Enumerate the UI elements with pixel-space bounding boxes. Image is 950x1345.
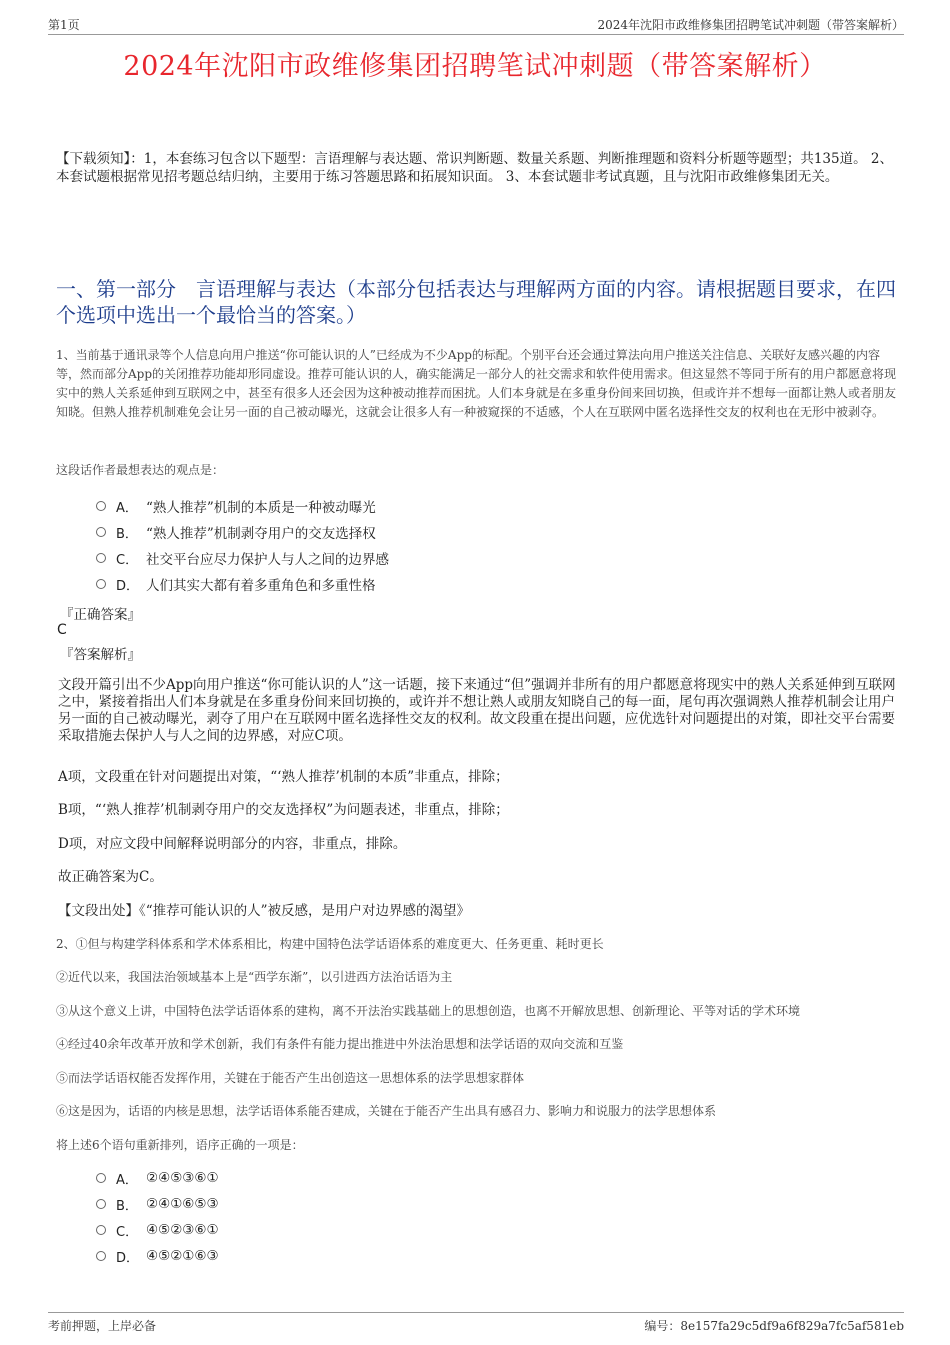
option-text: 社交平台应尽力保护人与人之间的边界感: [146, 552, 389, 568]
radio-icon[interactable]: [96, 527, 106, 537]
radio-icon[interactable]: [96, 1251, 106, 1261]
q2-line-4: ④经过40余年改革开放和学术创新，我们有条件有能力提出推进中外法治思想和法学话语的双向交流和互鉴: [56, 1037, 624, 1051]
q1-options: [96, 493, 796, 597]
radio-icon[interactable]: [96, 1225, 106, 1235]
analysis-conclusion: 故正确答案为C。: [58, 869, 163, 885]
download-notice: 【下载须知】：1，本套练习包含以下题型：言语理解与表达题、常识判断题、数量关系题、判断推理题和资料分析题等题型；共135道。 2、本套试题根据常见招考题总结归纳，主要用于练习答题思路和拓展知识面。 3、本套试题非考试真题，且与沈阳市政维修集团无关。: [56, 151, 893, 185]
q1-option-b[interactable]: B． “熟人推荐”机制剥夺用户的交友选择权: [96, 519, 796, 545]
page-header: [48, 14, 904, 35]
correct-answer: C: [57, 622, 67, 638]
q1-option-c[interactable]: C． 社交平台应尽力保护人与人之间的边界感: [96, 545, 796, 571]
section-title: 一、第一部分 言语理解与表达（本部分包括表达与理解两方面的内容。请根据题目要求，在四个选项中选出一个最恰当的答案。）: [56, 277, 896, 327]
q2-option-a[interactable]: A． ②④⑤③⑥①: [96, 1165, 796, 1191]
document-code: 编号：8e157fa29c5df9a6f829a7fc5af581eb: [644, 1319, 904, 1333]
radio-icon[interactable]: [96, 553, 106, 563]
q2-options: [96, 1165, 796, 1269]
analysis-d: D项，对应文段中间解释说明部分的内容，非重点，排除。: [58, 836, 407, 852]
q2-stem: 将上述6个语句重新排列，语序正确的一项是：: [56, 1138, 304, 1152]
q1-passage: 1、当前基于通讯录等个人信息向用户推送“你可能认识的人”已经成为不少App的标配。个别平台还会通过算法向用户推送关注信息、关联好友感兴趣的内容等，然而部分App的关闭推荐功能却形同虚设。推荐可能认识的人，确实能满足一部分人的社交需求和软件使用需求。但这显然不等同于所有的用户都愿意将现实中的熟人关系延伸到互联网之中，甚至有很多人还会因为这种被动推荐而困扰。人们本身就是在多重身份间来回切换，但或许并不想每一面都让熟人或者朋友知晓。但熟人推荐机制难免会让另一面的自己被动曝光，这就会让很多人有一种被窥探的不适感，个人在互联网中匿名选择性交友的权利也在无形中被剥夺。: [56, 348, 897, 419]
document-title: 2024年沈阳市政维修集团招聘笔试冲刺题（带答案解析）: [123, 51, 827, 82]
q1-option-d[interactable]: D． 人们其实大都有着多重角色和多重性格: [96, 571, 796, 597]
option-text: ④⑤②①⑥③: [146, 1248, 219, 1264]
q1-option-a[interactable]: A． “熟人推荐”机制的本质是一种被动曝光: [96, 493, 796, 519]
option-text: ②④①⑥⑤③: [146, 1196, 219, 1212]
q2-option-d[interactable]: D． ④⑤②①⑥③: [96, 1243, 796, 1269]
q2-line-3: ③从这个意义上讲，中国特色法学话语体系的建构，离不开法治实践基础上的思想创造，也离不开解放思想、创新理论、平等对话的学术环境: [56, 1004, 801, 1018]
analysis-b: B项，“‘熟人推荐’机制剥夺用户的交友选择权”为问题表述，非重点，排除；: [58, 802, 509, 818]
option-text: ④⑤②③⑥①: [146, 1222, 219, 1238]
analysis-text: 文段开篇引出不少App向用户推送“你可能认识的人”这一话题，接下来通过“但”强调并非所有的用户都愿意将现实中的熟人关系延伸到互联网之中，紧接着指出人们本身就是在多重身份间来回切换的，或许并不想让熟人或朋友知晓自己的每一面，尾句再次强调熟人推荐机制会让用户另一面的自己被动曝光，剥夺了用户在互联网中匿名选择性交友的权利。故文段重在提出问题，应优选针对问题提出的对策，即社交平台需要采取措施去保护人与人之间的边界感，对应C项。: [58, 677, 896, 744]
page-footer: [48, 1312, 904, 1333]
option-text: ②④⑤③⑥①: [146, 1170, 219, 1186]
q2-line-2: ②近代以来，我国法治领域基本上是“西学东渐”，以引进西方法治话语为主: [56, 970, 453, 984]
correct-answer-label: 『正确答案』: [60, 607, 141, 623]
q2-line-1: 2、①但与构建学科体系和学术体系相比，构建中国特色法学话语体系的难度更大、任务更重、耗时更长: [56, 937, 604, 951]
option-text: “熟人推荐”机制的本质是一种被动曝光: [146, 500, 376, 516]
q2-option-b[interactable]: B． ②④①⑥⑤③: [96, 1191, 796, 1217]
q1-stem: 这段话作者最想表达的观点是：: [56, 463, 225, 477]
radio-icon[interactable]: [96, 501, 106, 511]
analysis-a: A项，文段重在针对问题提出对策，“‘熟人推荐’机制的本质”非重点，排除；: [58, 769, 509, 785]
option-text: 人们其实大都有着多重角色和多重性格: [146, 578, 376, 594]
header-doc-title: 2024年沈阳市政维修集团招聘笔试冲刺题（带答案解析）: [597, 18, 904, 32]
footer-slogan: 考前押题，上岸必备: [48, 1319, 157, 1333]
q2-option-c[interactable]: C． ④⑤②③⑥①: [96, 1217, 796, 1243]
radio-icon[interactable]: [96, 1199, 106, 1209]
page-number: 第1页: [48, 18, 80, 32]
analysis-label: 『答案解析』: [60, 647, 141, 663]
passage-source: 【文段出处】《“推荐可能认识的人”被反感，是用户对边界感的渴望》: [58, 903, 471, 919]
radio-icon[interactable]: [96, 579, 106, 589]
radio-icon[interactable]: [96, 1173, 106, 1183]
q2-line-5: ⑤而法学话语权能否发挥作用，关键在于能否产生出创造这一思想体系的法学思想家群体: [56, 1071, 525, 1085]
option-text: “熟人推荐”机制剥夺用户的交友选择权: [146, 526, 376, 542]
q2-line-6: ⑥这是因为，话语的内核是思想，法学话语体系能否建成，关键在于能否产生出具有感召力、影响力和说服力的法学思想体系: [56, 1104, 717, 1118]
